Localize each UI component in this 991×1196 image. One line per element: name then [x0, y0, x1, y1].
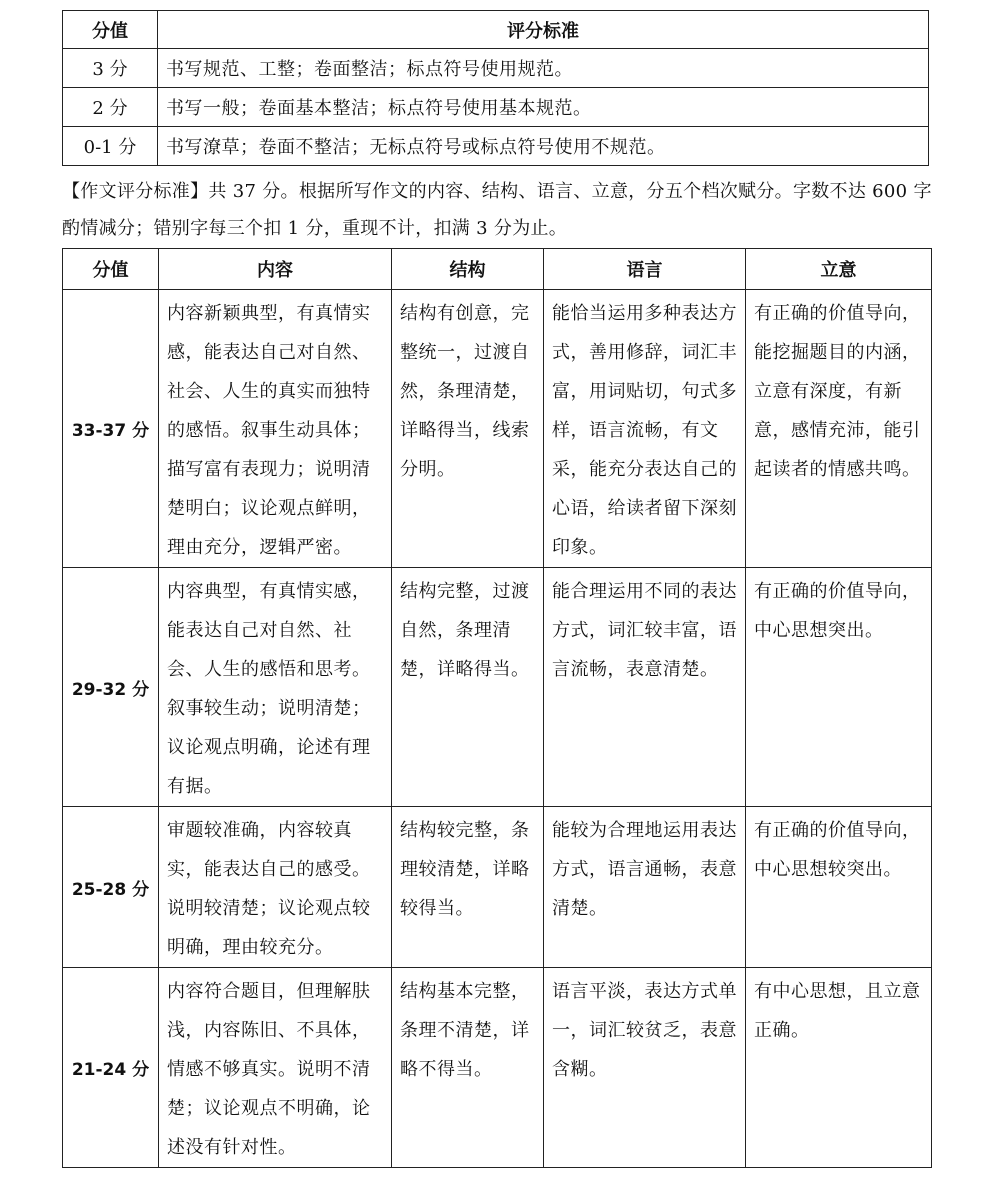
structure-cell: 结构完整，过渡自然，条理清楚，详略得当。	[392, 568, 544, 807]
score-cell: 2 分	[63, 88, 158, 127]
language-cell: 能恰当运用多种表达方式，善用修辞，词汇丰富，用词贴切，句式多样，语言流畅，有文采，能充分表达自己的心语，给读者留下深刻印象。	[544, 290, 746, 568]
table-row	[63, 49, 929, 88]
theme-cell: 有正确的价值导向，中心思想突出。	[746, 568, 932, 807]
language-cell: 能合理运用不同的表达方式，词汇较丰富，语言流畅，表意清楚。	[544, 568, 746, 807]
score-cell: 29-32 分	[63, 568, 159, 807]
essay-rules-paragraph: 【作文评分标准】共 37 分。根据所写作文的内容、结构、语言、立意，分五个档次赋分。字数不达 600 字酌情减分；错别字每三个扣 1 分，重现不计，扣满 3 分为止。	[62, 181, 932, 239]
table-row	[63, 127, 929, 166]
criteria-cell: 书写规范、工整；卷面整洁；标点符号使用规范。	[158, 49, 929, 88]
language-cell: 语言平淡，表达方式单一，词汇较贫乏，表意含糊。	[544, 968, 746, 1168]
structure-cell: 结构有创意，完整统一，过渡自然，条理清楚，详略得当，线索分明。	[392, 290, 544, 568]
structure-cell: 结构较完整，条理较清楚，详略较得当。	[392, 807, 544, 968]
header-content: 内容	[159, 249, 392, 290]
theme-cell: 有正确的价值导向，中心思想较突出。	[746, 807, 932, 968]
score-cell: 3 分	[63, 49, 158, 88]
content-cell: 内容符合题目，但理解肤浅，内容陈旧、不具体，情感不够真实。说明不清楚；议论观点不明确，论述没有针对性。	[159, 968, 392, 1168]
theme-cell: 有正确的价值导向，能挖掘题目的内涵，立意有深度，有新意，感情充沛，能引起读者的情感共鸣。	[746, 290, 932, 568]
header-score: 分值	[63, 249, 159, 290]
table-row	[63, 807, 932, 968]
table-header-row	[63, 11, 929, 49]
essay-score-table	[62, 248, 932, 1168]
criteria-cell: 书写潦草；卷面不整洁；无标点符号或标点符号使用不规范。	[158, 127, 929, 166]
language-cell: 能较为合理地运用表达方式，语言通畅，表意清楚。	[544, 807, 746, 968]
header-language: 语言	[544, 249, 746, 290]
table-row	[63, 968, 932, 1168]
header-criteria: 评分标准	[158, 11, 929, 49]
score-cell: 0-1 分	[63, 127, 158, 166]
table-row	[63, 568, 932, 807]
score-cell: 25-28 分	[63, 807, 159, 968]
header-score: 分值	[63, 11, 158, 49]
table-row	[63, 88, 929, 127]
table-row	[63, 290, 932, 568]
criteria-cell: 书写一般；卷面基本整洁；标点符号使用基本规范。	[158, 88, 929, 127]
header-theme: 立意	[746, 249, 932, 290]
structure-cell: 结构基本完整，条理不清楚，详略不得当。	[392, 968, 544, 1168]
handwriting-score-table	[62, 10, 929, 166]
score-cell: 21-24 分	[63, 968, 159, 1168]
content-cell: 审题较准确，内容较真实，能表达自己的感受。说明较清楚；议论观点较明确，理由较充分。	[159, 807, 392, 968]
header-structure: 结构	[392, 249, 544, 290]
table-header-row	[63, 249, 932, 290]
score-cell: 33-37 分	[63, 290, 159, 568]
content-cell: 内容典型，有真情实感，能表达自己对自然、社会、人生的感悟和思考。叙事较生动；说明清楚；议论观点明确，论述有理有据。	[159, 568, 392, 807]
content-cell: 内容新颖典型，有真情实感，能表达自己对自然、社会、人生的真实而独特的感悟。叙事生动具体；描写富有表现力；说明清楚明白；议论观点鲜明，理由充分，逻辑严密。	[159, 290, 392, 568]
theme-cell: 有中心思想，且立意正确。	[746, 968, 932, 1168]
